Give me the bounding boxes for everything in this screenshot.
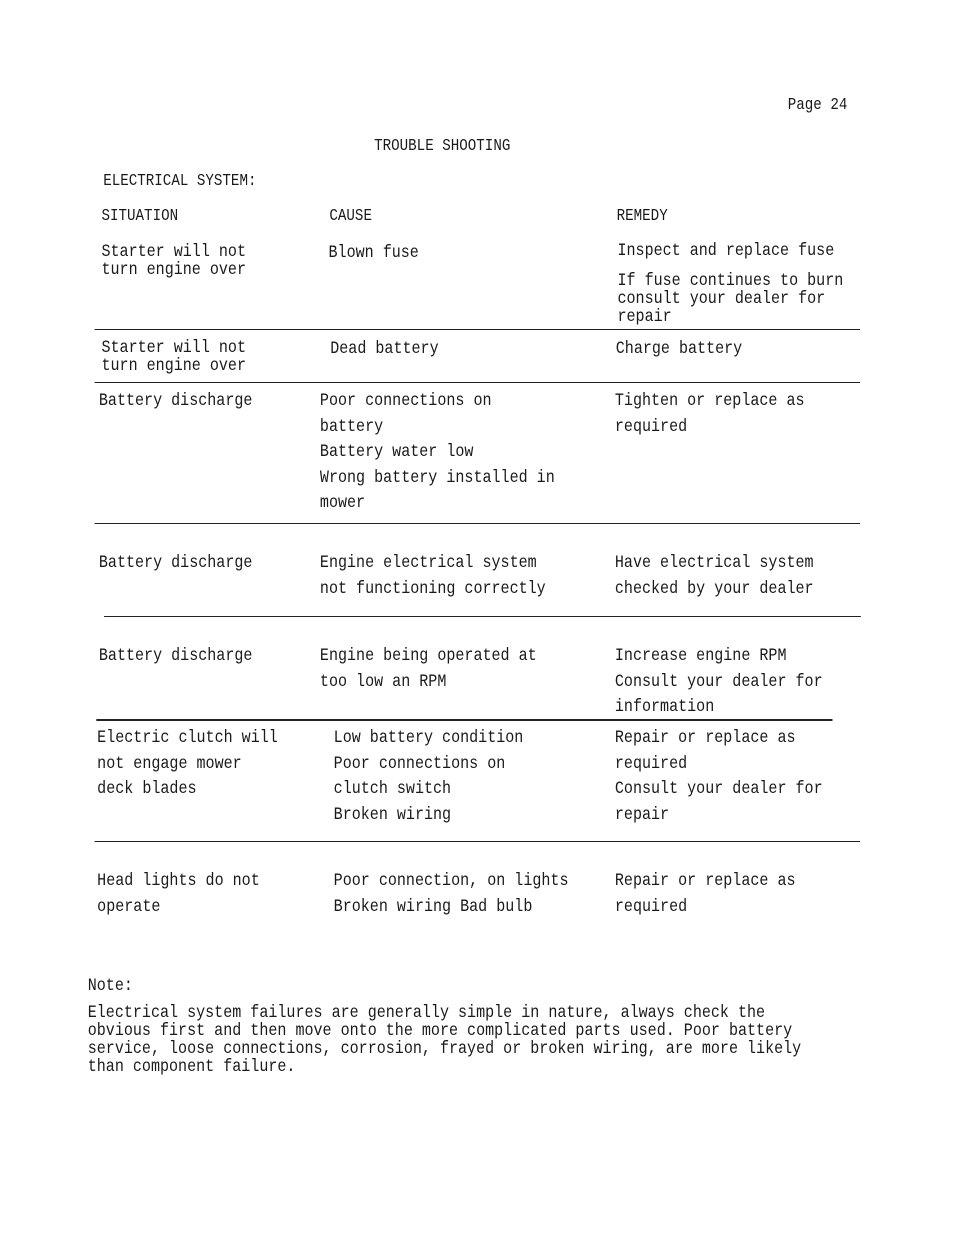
row-5-situation: Battery discharge bbox=[98, 646, 253, 666]
note-text: Electrical system failures are generally simple in nature, always check the obvious first and then move onto the more complicated parts used. Poor battery service, loose connections, corrosion, frayed or broken wiring, are more likely than component failure. bbox=[87, 1003, 802, 1077]
note-label: Note: bbox=[87, 976, 133, 996]
row-divider bbox=[95, 523, 860, 524]
row-2-remedy: Charge battery bbox=[615, 339, 743, 359]
row-1-situation: Starter will not turn engine over bbox=[101, 242, 246, 280]
row-6-remedy: Repair or replace as required Consult your dealer for repair bbox=[614, 728, 823, 825]
row-7-remedy: Repair or replace as required bbox=[614, 871, 796, 917]
row-4-remedy: Have electrical system checked by your dealer bbox=[614, 553, 814, 599]
row-divider bbox=[95, 841, 860, 842]
row-5-remedy: Increase engine RPM Consult your dealer for information bbox=[614, 646, 823, 717]
page-title: TROUBLE SHOOTING bbox=[374, 136, 511, 155]
row-3-remedy: Tighten or replace as required bbox=[614, 391, 805, 437]
row-1-cause: Blown fuse bbox=[328, 243, 419, 263]
row-1-remedy-consult: If fuse continues to burn consult your dealer for repair bbox=[617, 271, 844, 327]
row-7-cause: Poor connection, on lights Broken wiring Bad bulb bbox=[333, 871, 569, 917]
column-header-situation: SITUATION bbox=[101, 206, 179, 225]
column-header-cause: CAUSE bbox=[329, 206, 372, 225]
column-header-remedy: REMEDY bbox=[616, 206, 668, 225]
row-2-cause: Dead battery bbox=[330, 339, 439, 359]
row-7-situation: Head lights do not operate bbox=[97, 871, 260, 917]
section-heading: ELECTRICAL SYSTEM: bbox=[103, 171, 257, 190]
row-3-cause: Poor connections on battery Battery water low Wrong battery installed in mower bbox=[319, 391, 555, 513]
row-5-cause: Engine being operated at too low an RPM bbox=[319, 646, 537, 692]
row-4-situation: Battery discharge bbox=[98, 553, 253, 573]
row-divider bbox=[96, 719, 832, 721]
row-divider bbox=[104, 616, 861, 617]
row-6-situation: Electric clutch will not engage mower deck blades bbox=[97, 728, 278, 799]
row-divider bbox=[95, 329, 860, 330]
row-6-cause: Low battery condition Poor connections on clutch switch Broken wiring bbox=[333, 728, 524, 825]
row-4-cause: Engine electrical system not functioning correctly bbox=[319, 553, 546, 599]
row-3-situation: Battery discharge bbox=[98, 391, 253, 411]
page-number: Page 24 bbox=[787, 95, 848, 114]
row-2-situation: Starter will not turn engine over bbox=[101, 338, 246, 376]
row-1-remedy-inspect: Inspect and replace fuse bbox=[617, 241, 835, 261]
row-divider bbox=[95, 382, 860, 383]
